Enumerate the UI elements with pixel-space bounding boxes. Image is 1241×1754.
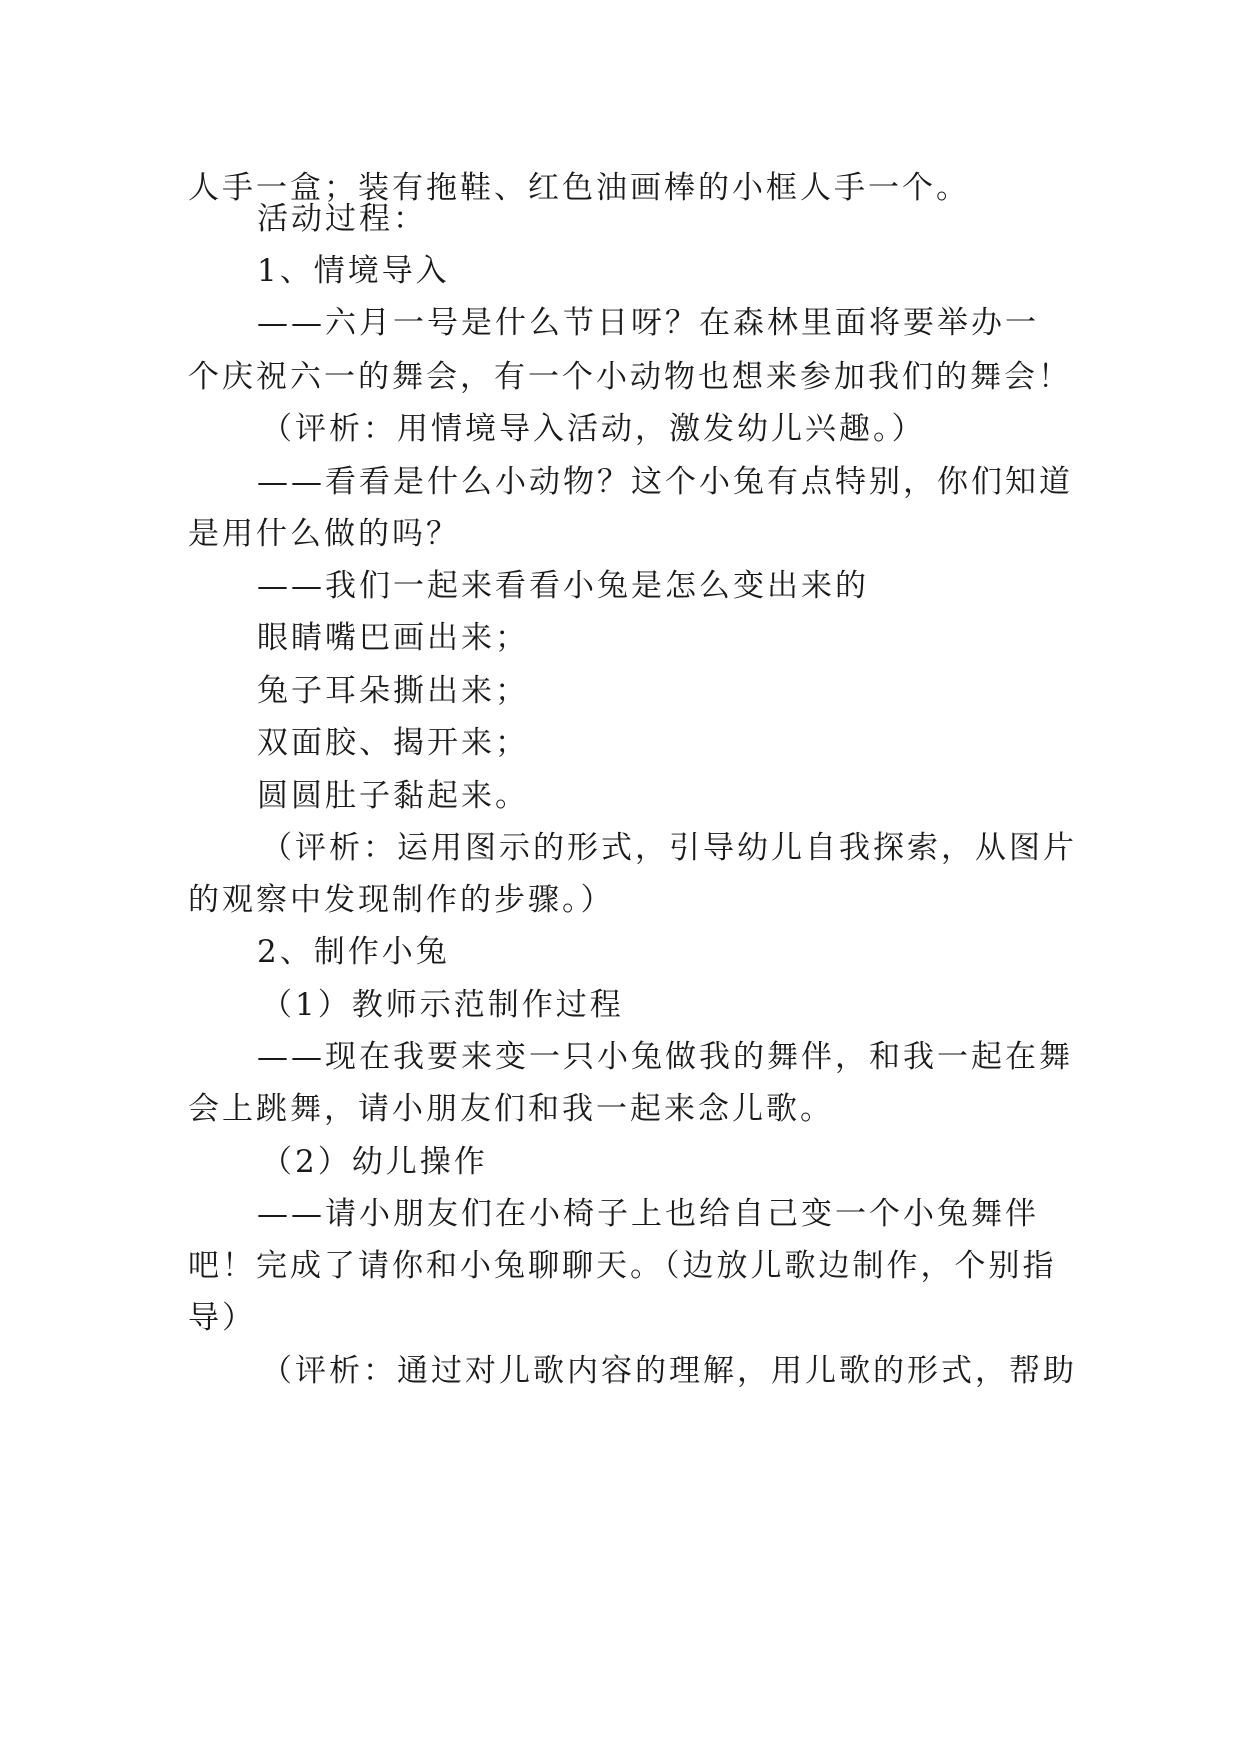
text-line: 个庆祝六一的舞会，有一个小动物也想来参加我们的舞会！ bbox=[188, 359, 1072, 395]
text-line: 导） bbox=[188, 1300, 256, 1336]
comment-line: （评析：通过对儿歌内容的理解，用儿歌的形式，帮助 bbox=[261, 1353, 1077, 1389]
text-line: 人手一盒；装有拖鞋、红色油画棒的小框人手一个。 bbox=[188, 170, 970, 206]
text-line: 吧！完成了请你和小兔聊聊天。（边放儿歌边制作，个别指 bbox=[188, 1248, 1057, 1284]
rhyme-line: 眼睛嘴巴画出来； bbox=[257, 620, 529, 656]
text-line: 会上跳舞，请小朋友们和我一起来念儿歌。 bbox=[188, 1091, 834, 1127]
sub-step-heading: （2）幼儿操作 bbox=[261, 1144, 488, 1180]
text-line: 是用什么做的吗？ bbox=[188, 516, 460, 552]
sub-step-heading: （1）教师示范制作过程 bbox=[261, 987, 624, 1023]
text-line: ——看看是什么小动物？这个小兔有点特别，你们知道 bbox=[257, 464, 1073, 500]
rhyme-line: 双面胶、揭开来； bbox=[257, 725, 529, 761]
text-line: ——请小朋友们在小椅子上也给自己变一个小兔舞伴 bbox=[257, 1196, 1039, 1232]
rhyme-line: 兔子耳朵撕出来； bbox=[257, 673, 529, 709]
step-heading: 1、情境导入 bbox=[257, 253, 450, 289]
rhyme-line: 圆圆肚子黏起来。 bbox=[257, 778, 529, 814]
comment-line: （评析：用情境导入活动，激发幼儿兴趣。） bbox=[261, 411, 926, 447]
comment-line: 的观察中发现制作的步骤。） bbox=[188, 882, 615, 918]
text-line: ——六月一号是什么节日呀？在森林里面将要举办一 bbox=[257, 305, 1039, 341]
text-line: ——我们一起来看看小兔是怎么变出来的 bbox=[257, 568, 869, 604]
step-heading: 2、制作小兔 bbox=[257, 934, 450, 970]
section-heading: 活动过程： bbox=[257, 201, 427, 237]
comment-line: （评析：运用图示的形式，引导幼儿自我探索，从图片 bbox=[261, 830, 1077, 866]
text-line: ——现在我要来变一只小兔做我的舞伴，和我一起在舞 bbox=[257, 1039, 1073, 1075]
